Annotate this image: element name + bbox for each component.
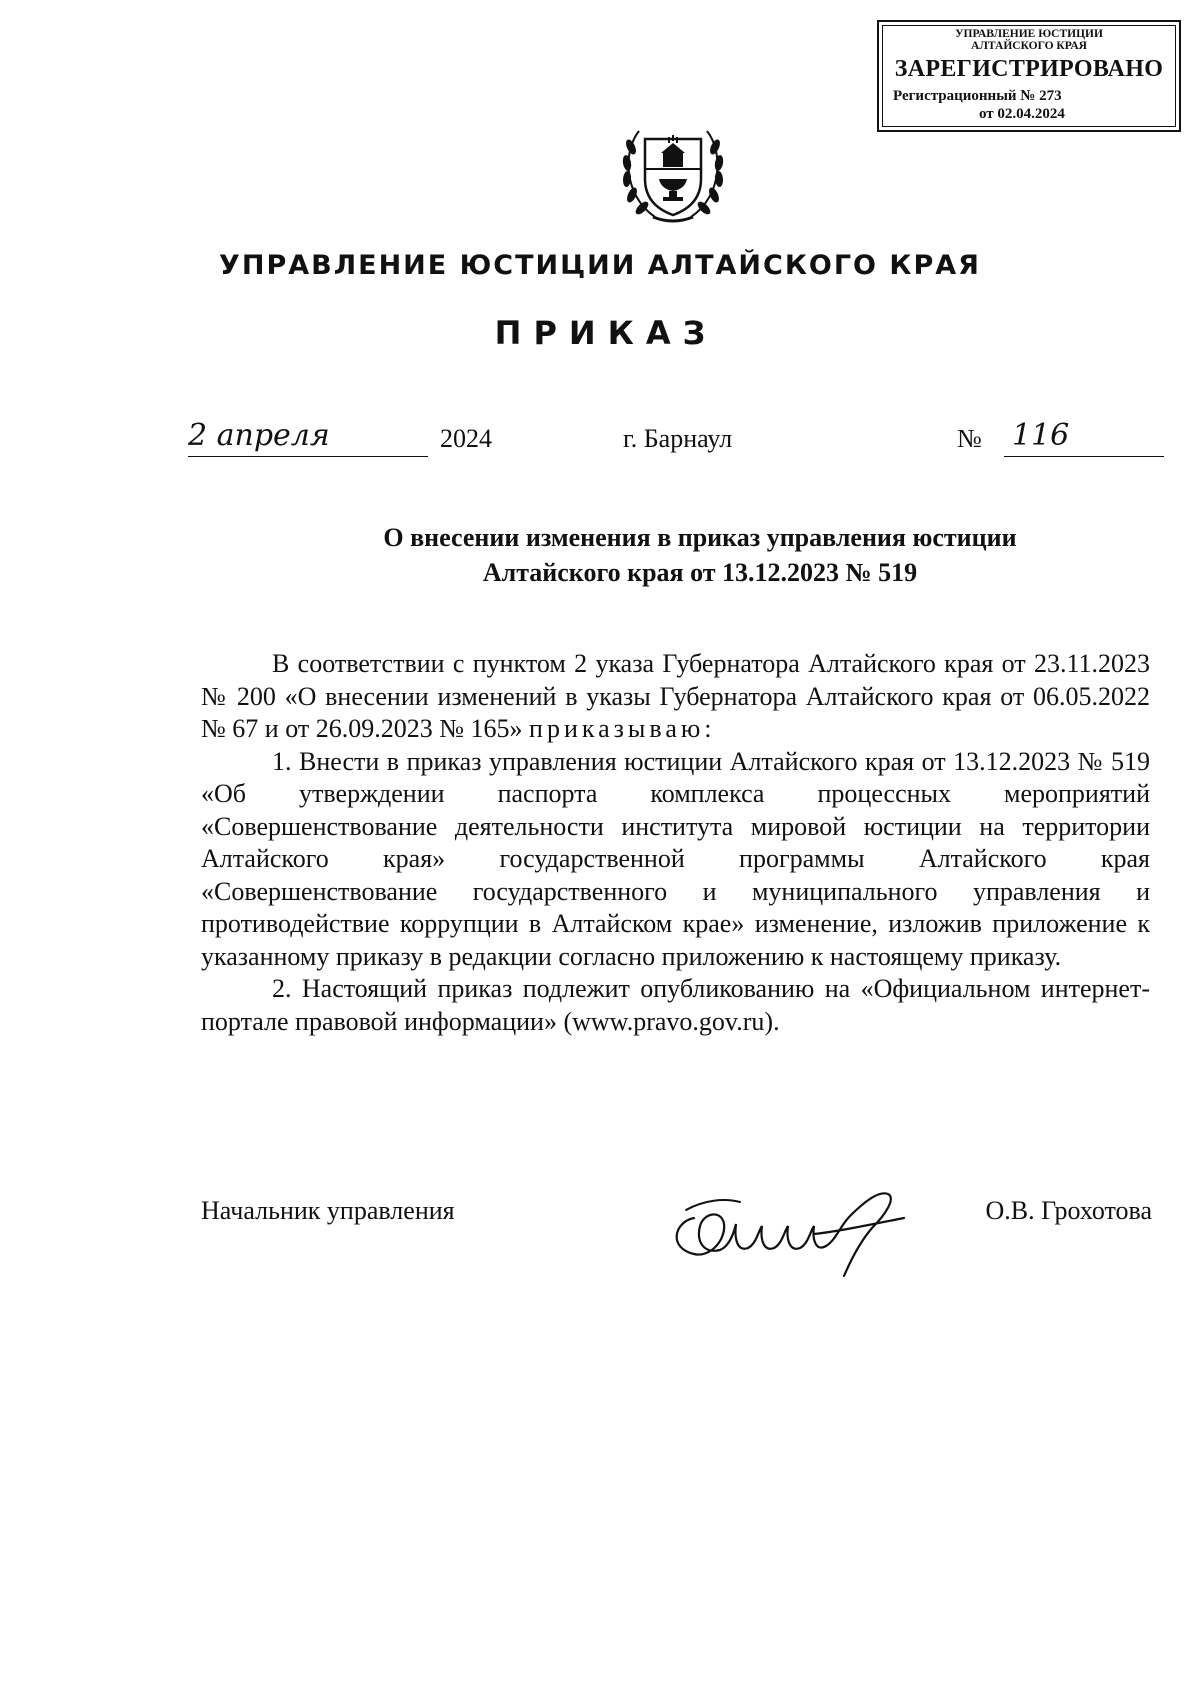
document-type-title: ПРИКАЗ [494, 314, 718, 352]
subject-line-2: Алтайского края от 13.12.2023 № 519 [482, 558, 918, 587]
preamble-text: В соответствии с пунктом 2 указа Губернатора Алтайского края от 23.11.2023 № 200 «О внесении изменений в указы Губернатора Алтайского края от 06.05.2022 № 67 и от 26.09.2023 № 165» [201, 649, 1150, 743]
item-1-paragraph: 1. Внести в приказ управления юстиции Алтайского края от 13.12.2023 № 519 «Об утверждении паспорта комплекса процессных мероприятий «Совершенствование деятельности института мировой юстиции на территории Алтайского края» государственной программы Алтайского края «Совершенствование государственного и муниципального управления и противодействие коррупции в Алтайском крае» изменение, изложив приложение к указанному приказу в редакции согласно приложению к настоящему приказу. [201, 746, 1150, 971]
stamp-organization [879, 28, 1179, 52]
stamp-status: ЗАРЕГИСТРИРОВАНО [894, 56, 1164, 82]
signatory-position: Начальник управления [201, 1196, 455, 1225]
date-underline [188, 456, 428, 457]
subject-line-1: О внесении изменения в приказ управления юстиции [383, 523, 1017, 552]
order-word: приказываю: [529, 714, 716, 743]
order-body [201, 648, 1150, 1038]
organization-title: УПРАВЛЕНИЕ ЮСТИЦИИ АЛТАЙСКОГО КРАЯ [219, 250, 981, 281]
city: г. Барнаул [623, 424, 733, 453]
order-subject [200, 520, 1200, 590]
handwritten-date: 2 апреля [188, 418, 330, 453]
stamp-org-line1: УПРАВЛЕНИЕ ЮСТИЦИИ [955, 28, 1103, 40]
stamp-org-line2: АЛТАЙСКОГО КРАЯ [971, 40, 1087, 52]
handwritten-signature [664, 1170, 932, 1280]
item-2-paragraph: 2. Настоящий приказ подлежит опубликованию на «Официальном интернет-портале правовой информации» (www.pravo.gov.ru). [201, 974, 1150, 1036]
order-year: 2024 [440, 424, 492, 453]
coat-of-arms-icon [617, 117, 729, 229]
number-underline [1004, 456, 1164, 457]
signatory-name: О.В. Грохотова [985, 1196, 1152, 1225]
handwritten-order-number: 116 [1012, 418, 1070, 453]
registration-stamp [877, 20, 1181, 132]
preamble-paragraph [201, 648, 1150, 746]
number-sign: № [957, 424, 982, 453]
stamp-reg-number: Регистрационный № 273 [893, 88, 1062, 104]
stamp-reg-date: от 02.04.2024 [979, 106, 1065, 122]
